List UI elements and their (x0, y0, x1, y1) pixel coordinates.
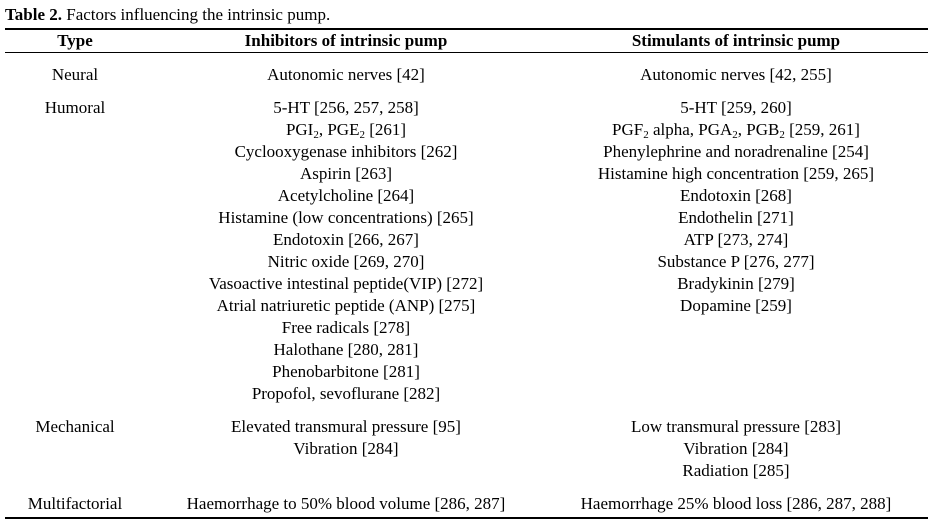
inhibitor-item: Atrial natriuretic peptide (ANP) [275] (216, 296, 476, 315)
stimulants-list (544, 416, 928, 482)
inhibitor-item: Elevated transmural pressure [95] (231, 417, 461, 436)
inhibitor-item: Cyclooxygenase inhibitors [262] (234, 142, 458, 161)
header-rule (5, 52, 928, 53)
stimulant-item: Phenylephrine and noradrenaline [254] (603, 142, 869, 161)
caption-text: Factors influencing the intrinsic pump. (62, 5, 331, 24)
inhibitor-item: Endotoxin [266, 267] (273, 230, 419, 249)
stimulant-item: Low transmural pressure [283] (630, 417, 842, 436)
inhibitor-item: $PGI_2$, $PGE_2$ [261] (285, 120, 407, 141)
stimulant-item: 5-HT [259, 260] (680, 98, 792, 117)
row-type: Neural (51, 65, 99, 84)
stimulants-list (544, 64, 928, 86)
header-stimulants: Stimulants of intrinsic pump (631, 31, 841, 50)
bottom-rule (5, 517, 928, 519)
inhibitors-list (148, 493, 544, 515)
row-type: Multifactorial (27, 494, 123, 513)
stimulant-item: Histamine high concentration [259, 265] (597, 164, 875, 183)
inhibitors-list (148, 64, 544, 86)
stimulant-item: Dopamine [259] (680, 296, 792, 315)
stimulants-list (544, 97, 928, 317)
stimulants-list (544, 493, 928, 515)
inhibitor-item: Free radicals [278] (281, 318, 411, 337)
stimulant-item: $PGF_2$ alpha, $PGA_2$, $PGB_2$ [259, 261] (612, 120, 860, 141)
header-type: Type (57, 31, 93, 50)
row-type: Mechanical (35, 417, 115, 436)
stimulant-item: Autonomic nerves [42, 255] (640, 65, 832, 84)
stimulant-item: Haemorrhage 25% blood loss [286, 287, 288] (580, 494, 892, 513)
inhibitor-item: 5-HT [256, 257, 258] (273, 98, 419, 117)
inhibitor-item: Vibration [284] (293, 439, 399, 458)
inhibitor-item: Phenobarbitone [281] (272, 362, 420, 381)
row-type: Humoral (44, 98, 106, 117)
inhibitor-item: Acetylcholine [264] (277, 186, 415, 205)
stimulant-item: Radiation [285] (682, 461, 790, 480)
stimulant-item: Endothelin [271] (678, 208, 794, 227)
table-caption (5, 4, 330, 26)
stimulant-item: ATP [273, 274] (683, 230, 789, 249)
stimulant-item: Bradykinin [279] (677, 274, 795, 293)
inhibitor-item: Nitric oxide [269, 270] (267, 252, 425, 271)
stimulant-item: Vibration [284] (683, 439, 789, 458)
header-inhibitors: Inhibitors of intrinsic pump (244, 31, 448, 50)
inhibitor-item: Aspirin [263] (299, 164, 393, 183)
stimulant-item: Endotoxin [268] (680, 186, 792, 205)
inhibitor-item: Propofol, sevoflurane [282] (251, 384, 441, 403)
inhibitors-list (148, 416, 544, 460)
caption-label: Table 2. (5, 5, 63, 24)
inhibitor-item: Autonomic nerves [42] (267, 65, 425, 84)
inhibitor-item: Vasoactive intestinal peptide(VIP) [272] (208, 274, 484, 293)
inhibitors-list (148, 97, 544, 405)
inhibitor-item: Halothane [280, 281] (273, 340, 419, 359)
stimulant-item: Substance P [276, 277] (657, 252, 815, 271)
inhibitor-item: Histamine (low concentrations) [265] (218, 208, 474, 227)
inhibitor-item: Haemorrhage to 50% blood volume [286, 287] (186, 494, 506, 513)
